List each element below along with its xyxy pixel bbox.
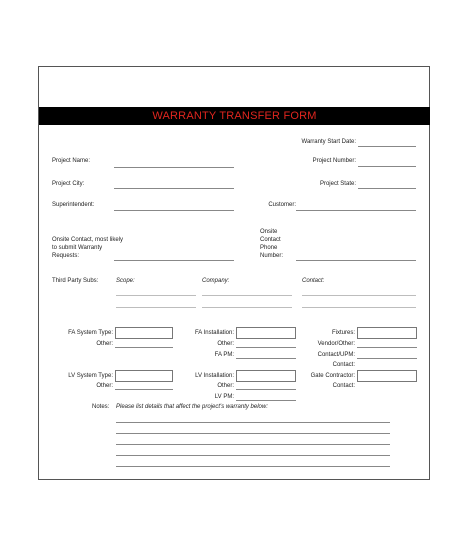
lv-system-type-label: LV System Type: xyxy=(68,373,113,379)
vendor-other-label: Vendor/Other: xyxy=(317,341,355,347)
project-city-label: Project City: xyxy=(52,181,85,187)
superintendent-field[interactable] xyxy=(114,210,234,211)
customer-label: Customer: xyxy=(268,202,296,208)
lv-system-type-input[interactable] xyxy=(115,370,173,382)
project-number-field[interactable] xyxy=(358,166,416,167)
lv-pm-label: LV PM: xyxy=(214,394,234,400)
fa-system-other-label: Other: xyxy=(96,341,113,347)
third-party-subs-label: Third Party Subs: xyxy=(52,278,99,284)
fa-installation-label: FA Installation: xyxy=(194,330,234,336)
fixtures-input[interactable] xyxy=(357,327,417,339)
contact-field-1[interactable] xyxy=(302,295,416,296)
contact-upm-label: Contact/UPM: xyxy=(317,352,355,358)
notes-line-3[interactable] xyxy=(116,444,390,445)
project-city-field[interactable] xyxy=(114,188,234,189)
notes-line-2[interactable] xyxy=(116,433,390,434)
warranty-start-date-label: Warranty Start Date: xyxy=(301,139,356,145)
fixtures-contact-label: Contact: xyxy=(332,362,355,368)
gate-contact-label: Contact: xyxy=(332,383,355,389)
customer-field[interactable] xyxy=(296,210,416,211)
contact-field-2[interactable] xyxy=(302,307,416,308)
notes-label: Notes: xyxy=(92,404,110,410)
gate-contractor-label: Gate Contractor: xyxy=(310,373,355,379)
onsite-phone-label-1: Onsite xyxy=(260,229,278,235)
onsite-contact-label-1: Onsite Contact, most likely xyxy=(52,237,124,243)
fa-pm-label: FA PM: xyxy=(214,352,234,358)
scope-label: Scope: xyxy=(116,278,135,284)
onsite-contact-label-2: to submit Warranty xyxy=(52,245,103,251)
lv-installation-label: LV Installation: xyxy=(195,373,234,379)
lv-installation-other-label: Other: xyxy=(217,383,234,389)
project-state-label: Project State: xyxy=(319,181,356,187)
notes-line-5[interactable] xyxy=(116,466,390,467)
form-title: WARRANTY TRANSFER FORM xyxy=(39,107,430,125)
project-state-field[interactable] xyxy=(358,188,416,189)
notes-line-1[interactable] xyxy=(116,422,390,423)
fa-pm-field[interactable] xyxy=(236,358,296,359)
onsite-phone-label-3: Phone xyxy=(260,245,278,251)
onsite-phone-label-2: Contact xyxy=(260,237,281,243)
lv-system-other-label: Other: xyxy=(96,383,113,389)
company-label: Company: xyxy=(202,278,230,284)
fa-installation-other-label: Other: xyxy=(217,341,234,347)
lv-pm-field[interactable] xyxy=(236,400,296,401)
fa-installation-other-field[interactable] xyxy=(236,347,296,348)
onsite-contact-field[interactable] xyxy=(114,260,234,261)
fa-system-type-input[interactable] xyxy=(115,327,173,339)
lv-installation-input[interactable] xyxy=(236,370,296,382)
project-name-label: Project Name: xyxy=(52,158,91,164)
scope-field-2[interactable] xyxy=(116,307,196,308)
lv-system-other-field[interactable] xyxy=(115,389,173,390)
vendor-other-field[interactable] xyxy=(357,347,417,348)
lv-installation-other-field[interactable] xyxy=(236,389,296,390)
onsite-phone-label-4: Number: xyxy=(260,253,284,259)
warranty-start-date-field[interactable] xyxy=(358,146,416,147)
form-page xyxy=(38,66,430,480)
scope-field-1[interactable] xyxy=(116,295,196,296)
contact-label: Contact: xyxy=(302,278,325,284)
project-number-label: Project Number: xyxy=(312,158,356,164)
onsite-phone-field[interactable] xyxy=(296,260,416,261)
superintendent-label: Superintendent: xyxy=(52,202,95,208)
fa-installation-input[interactable] xyxy=(236,327,296,339)
company-field-2[interactable] xyxy=(202,307,292,308)
fixtures-label: Fixtures: xyxy=(331,330,355,336)
fa-system-other-field[interactable] xyxy=(115,347,173,348)
notes-line-4[interactable] xyxy=(116,455,390,456)
onsite-contact-label-3: Requests: xyxy=(52,253,80,259)
contact-upm-field[interactable] xyxy=(357,358,417,359)
project-name-field[interactable] xyxy=(114,167,234,168)
fa-system-type-label: FA System Type: xyxy=(68,330,113,336)
notes-instruction: Please list details that affect the project's warranty below: xyxy=(116,404,268,410)
company-field-1[interactable] xyxy=(202,295,292,296)
gate-contractor-input[interactable] xyxy=(357,370,417,382)
